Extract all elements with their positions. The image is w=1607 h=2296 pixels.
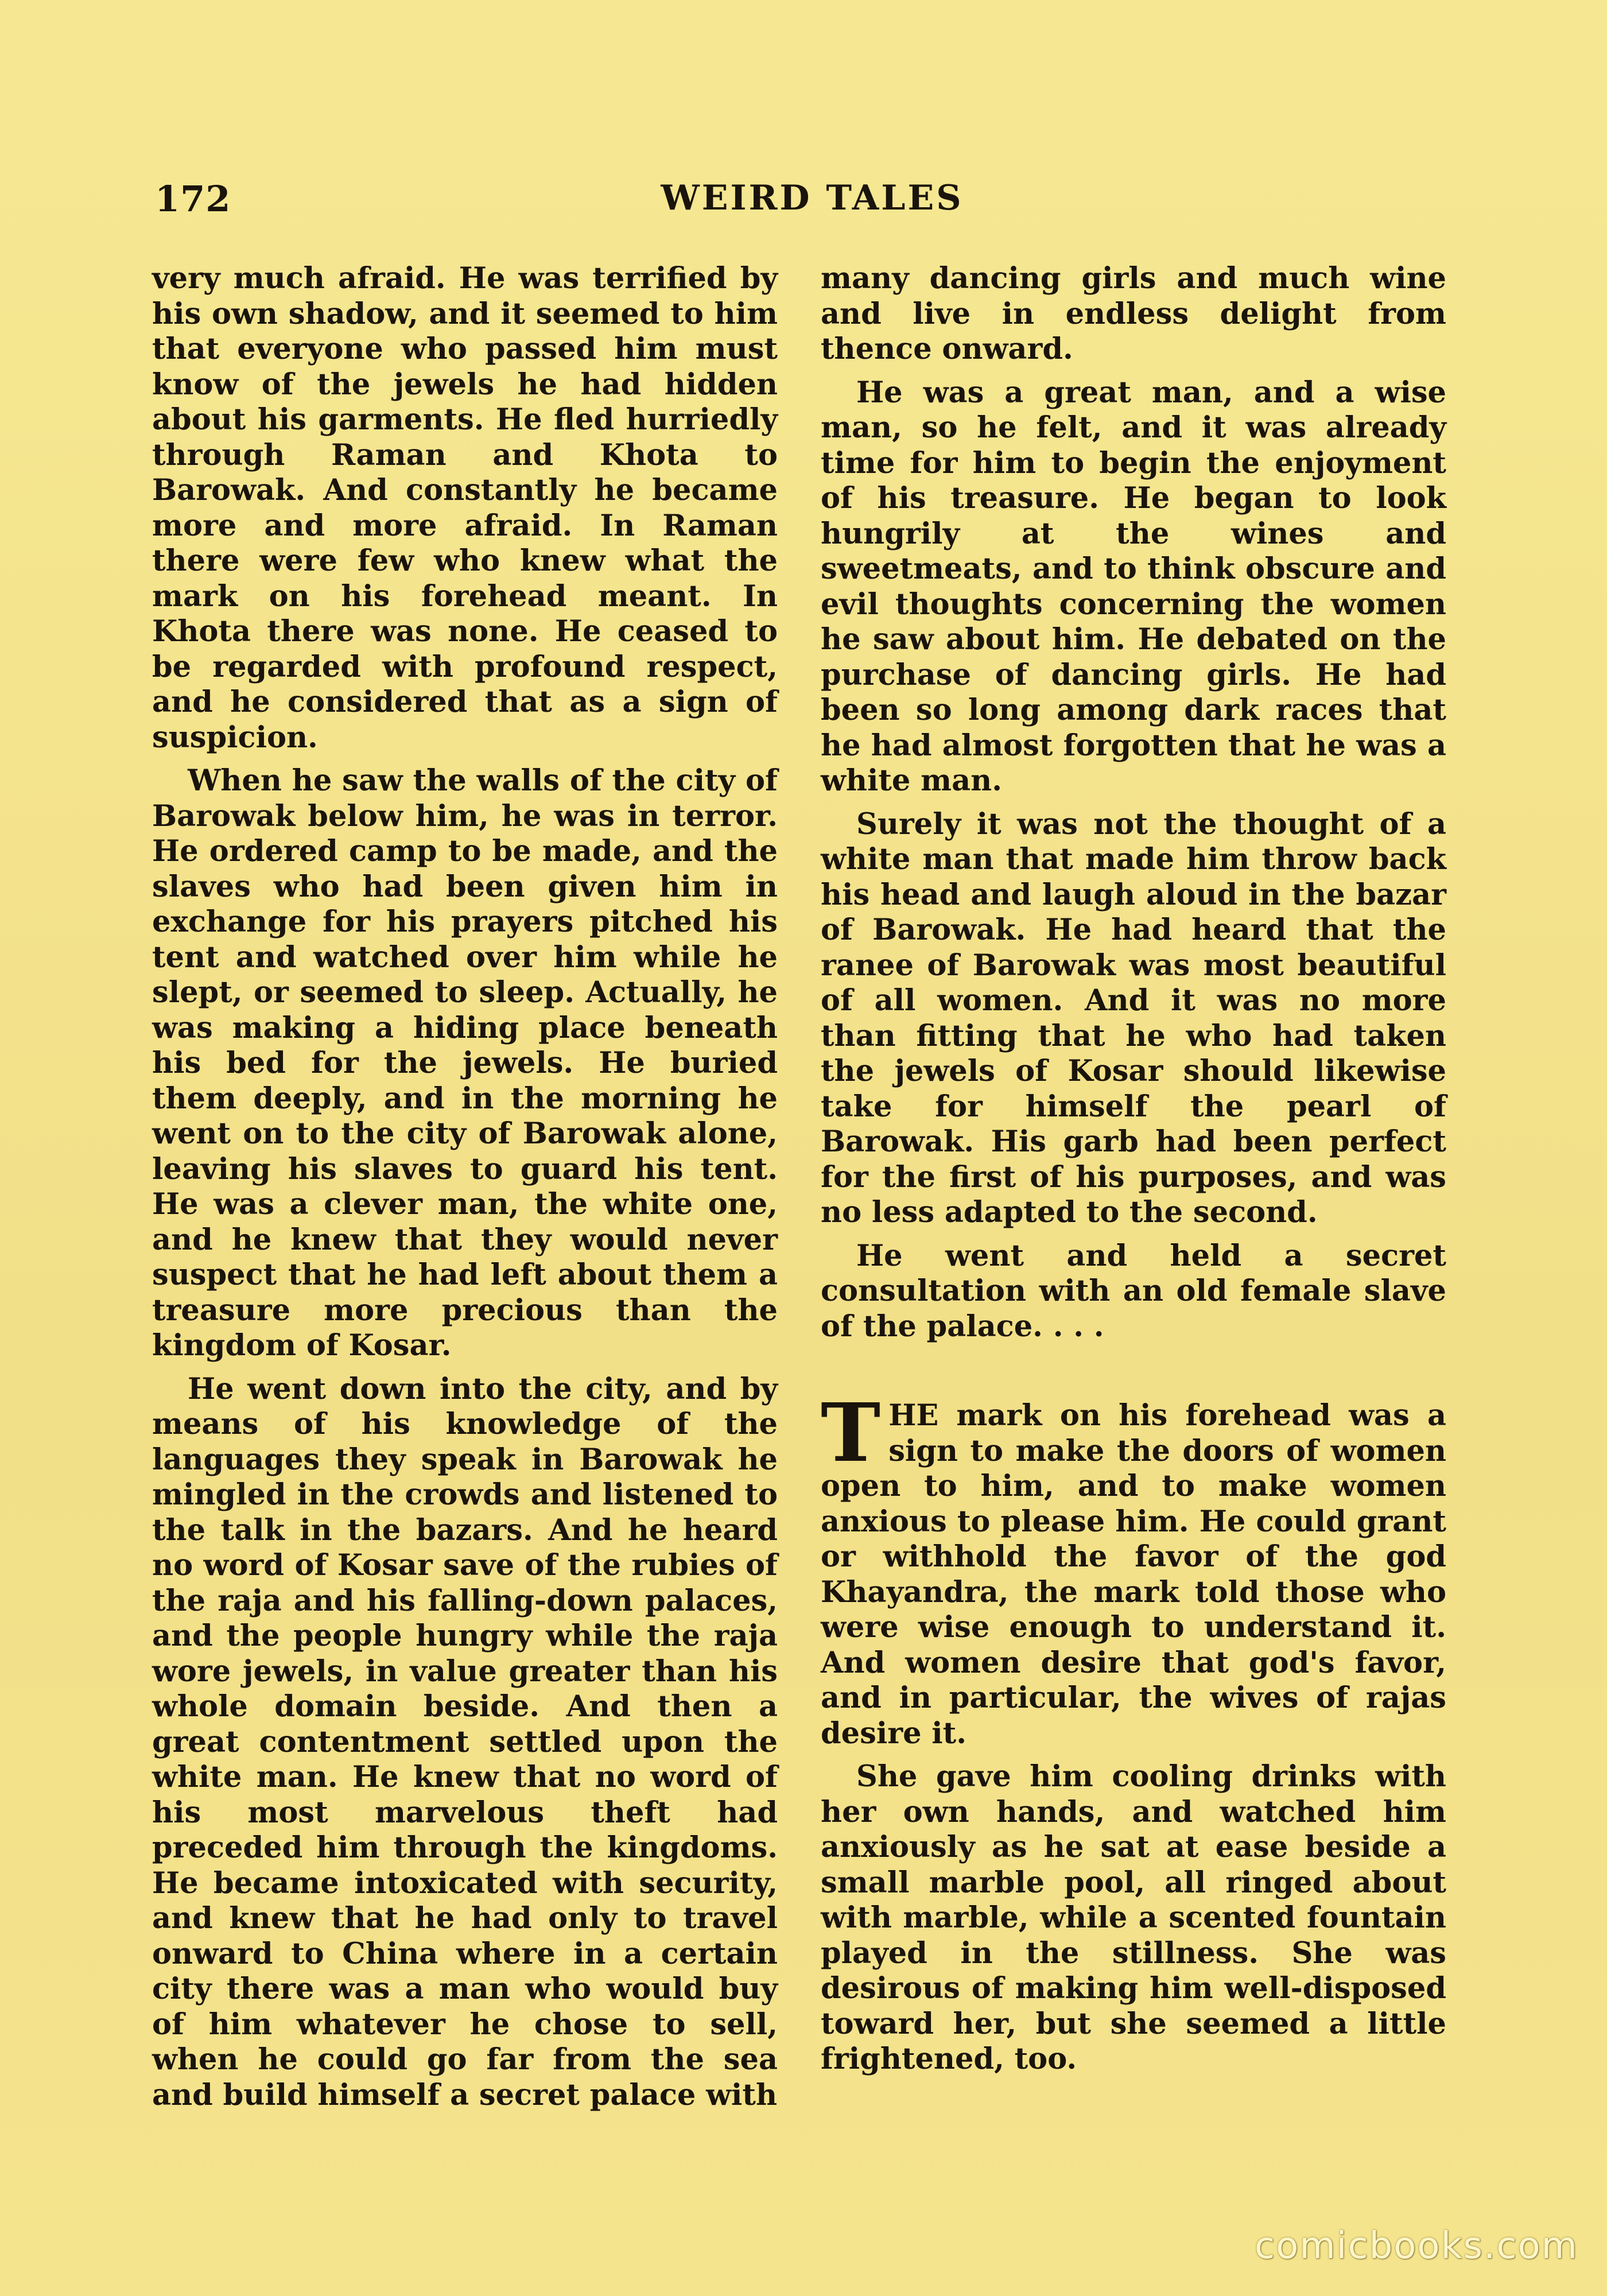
drop-cap-lead: HE bbox=[888, 1398, 939, 1433]
body-paragraph: Surely it was not the thought of a white man that made him throw back his head and laugh aloud in the bazar of Barowak. He had heard that the ranee of Barowak was most beautiful of all women. And it was no more than fitting that he who had taken the jewels of Kosar should likewise take for himself the pearl of Barowak. His garb had been perfect for the first of his purposes, and was no less adapted to the second. bbox=[821, 806, 1446, 1230]
page-number: 172 bbox=[155, 178, 231, 220]
section-opening-paragraph bbox=[821, 1386, 1446, 1751]
body-paragraph: When he saw the walls of the city of Barowak below him, he was in terror. He ordered camp to be made, and the slaves who had been given him in exchange for his prayers pitched his tent and watched over him while he slept, or seemed to sleep. Actually, he was making a hiding place beneath his bed for the jewels. He buried them deeply, and in the morning he went on to the city of Barowak alone, leaving his slaves to guard his tent. He was a clever man, the white one, and he knew that they would never suspect that he had left about them a treasure more precious than the kingdom of Kosar. bbox=[152, 763, 778, 1363]
running-title: WEIRD TALES bbox=[661, 178, 964, 218]
body-paragraph: He went and held a secret consultation with an old female slave of the palace. . . . bbox=[821, 1238, 1446, 1344]
section-break bbox=[821, 1352, 1446, 1398]
page-header bbox=[155, 178, 1469, 230]
right-column bbox=[821, 261, 1446, 2085]
body-paragraph: He went down into the city, and by means of his knowledge of the languages they speak in Barowak he mingled in the crowds and listened to the talk in the bazars. And he heard no word of Kosar save of the rubies of the raja and his falling-down palaces, and the people hungry while the raja wore jewels, in value greater than his whole domain beside. And then a great contentment settled upon the white man. He knew that no word of his most marvelous theft had preceded him through the kingdoms. He became intoxicated with security, and knew that he had only to travel onward to China where in a certain city there was a man who would buy of him whatever he chose to sell, when he could go far from the sea and build himself a secret palace with bbox=[152, 1371, 778, 2112]
section-opening-text: mark on his forehead was a sign to make the doors of women open to him, and to make women anxious to please him. He could grant or withhold the favor of the god Khayandra, the mark told those who were wise enough to understand it. And women desire that god's favor, and in particular, the wives of rajas desire it. bbox=[821, 1398, 1446, 1751]
body-paragraph: He was a great man, and a wise man, so he felt, and it was already time for him to begin the enjoyment of his treasure. He began to look hungrily at the wines and sweetmeats, and to think obscure and evil thoughts concerning the women he saw about him. He debated on the purchase of dancing girls. He had been so long among dark races that he had almost forgotten that he was a white man. bbox=[821, 375, 1446, 798]
body-paragraph: very much afraid. He was terrified by his own shadow, and it seemed to him that everyone who passed him must know of the jewels he had hidden about his garments. He fled hurriedly through Raman and Khota to Barowak. And constantly he became more and more afraid. In Raman there were few who knew what the mark on his forehead meant. In Khota there was none. He ceased to be regarded with profound respect, and he considered that as a sign of suspicion. bbox=[152, 261, 778, 755]
drop-cap: T bbox=[821, 1386, 881, 1480]
left-column bbox=[152, 261, 778, 2121]
body-paragraph: She gave him cooling drinks with her own hands, and watched him anxiously as he sat at ease beside a small marble pool, all ringed about with marble, while a scented fountain played in the stillness. She was desirous of making him well-disposed toward her, but she seemed a little frightened, too. bbox=[821, 1759, 1446, 2076]
site-watermark: comicbooks.com bbox=[1254, 2225, 1578, 2267]
body-paragraph: many dancing girls and much wine and live in endless delight from thence onward. bbox=[821, 261, 1446, 366]
